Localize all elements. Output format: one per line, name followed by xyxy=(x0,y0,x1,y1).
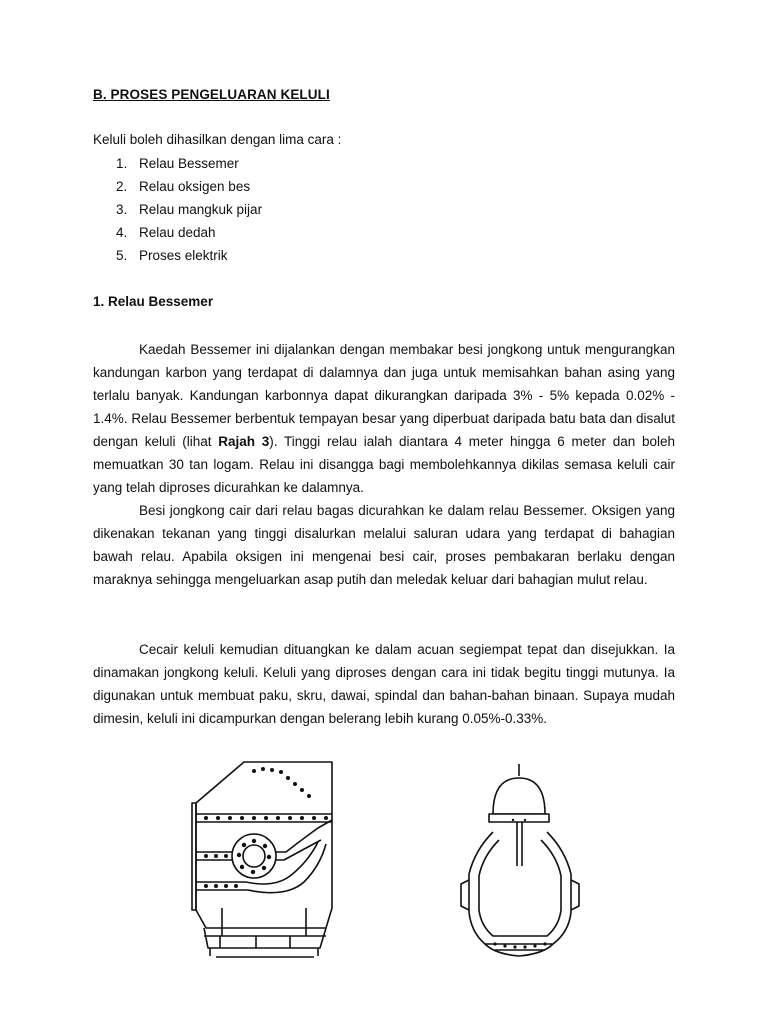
converter-cross-section-illustration xyxy=(455,762,585,967)
paragraph-3-text: Cecair keluli kemudian dituangkan ke dalam acuan segiempat tepat dan disejukkan. Ia dinamakan jongkong keluli. Keluli yang diproses dengan cara ini tidak begitu tinggi mutunya. Ia digunakan untuk membuat paku, skru, dawai, spindal dan bahan-bahan binaan. Supaya mudah dimesin, keluli ini dicampurkan dengan belerang lebih kurang 0.05%-0.33%. xyxy=(93,642,675,726)
list-number: 5. xyxy=(116,248,128,263)
section-heading: B. PROSES PENGELUARAN KELULI xyxy=(93,87,330,102)
list-item xyxy=(116,178,262,201)
list-number: 4. xyxy=(116,225,128,240)
list-number: 3. xyxy=(116,202,128,217)
list-item xyxy=(116,224,262,247)
bessemer-converter-illustration xyxy=(186,758,341,968)
list-label: Relau Bessemer xyxy=(139,156,239,171)
paragraph-1-text-a: Kaedah Bessemer ini dijalankan dengan membakar besi jongkong untuk mengurangkan kandungan karbon yang terdapat di dalamnya dan juga untuk memisahkan bahan asing yang terlalu banyak. Kandungan karbonnya dapat dikurangkan daripada 3% - 5% kepada 0.02% - 1.4%. Relau Bessemer berbentuk tempayan besar yang diperbuat daripada batu bata dan disalut dengan keluli (lihat xyxy=(93,342,675,449)
list-label: Relau mangkuk pijar xyxy=(139,202,263,217)
subsection-title: 1. Relau Bessemer xyxy=(93,294,214,309)
list-item xyxy=(116,247,262,270)
list-item xyxy=(116,155,262,178)
paragraph-3 xyxy=(93,638,675,730)
list-item xyxy=(116,201,262,224)
methods-list xyxy=(116,155,262,270)
list-label: Proses elektrik xyxy=(139,248,228,263)
paragraph-1 xyxy=(93,338,675,499)
intro-text: Keluli boleh dihasilkan dengan lima cara : xyxy=(93,132,342,147)
paragraph-1-text-b: ). Tinggi relau ialah diantara 4 meter hingga 6 meter dan boleh memuatkan 30 tan logam. Relau ini disangga bagi membolehkannya dikilas semasa keluli cair yang telah diproses dicurahkan ke dalamnya. xyxy=(93,434,675,495)
list-label: Relau oksigen bes xyxy=(139,179,251,194)
paragraph-2 xyxy=(93,499,675,591)
list-number: 2. xyxy=(116,179,128,194)
list-number: 1. xyxy=(116,156,128,171)
figure-reference: Rajah 3 xyxy=(218,434,270,449)
paragraph-2-text: Besi jongkong cair dari relau bagas dicurahkan ke dalam relau Bessemer. Oksigen yang dikenakan tekanan yang tinggi disalurkan melalui saluran udara yang terdapat di bahagian bawah relau. Apabila oksigen ini mengenai besi cair, proses pembakaran berlaku dengan maraknya sehingga mengeluarkan asap putih dan meledak keluar dari bahagian mulut relau. xyxy=(93,503,675,587)
list-label: Relau dedah xyxy=(139,225,216,240)
